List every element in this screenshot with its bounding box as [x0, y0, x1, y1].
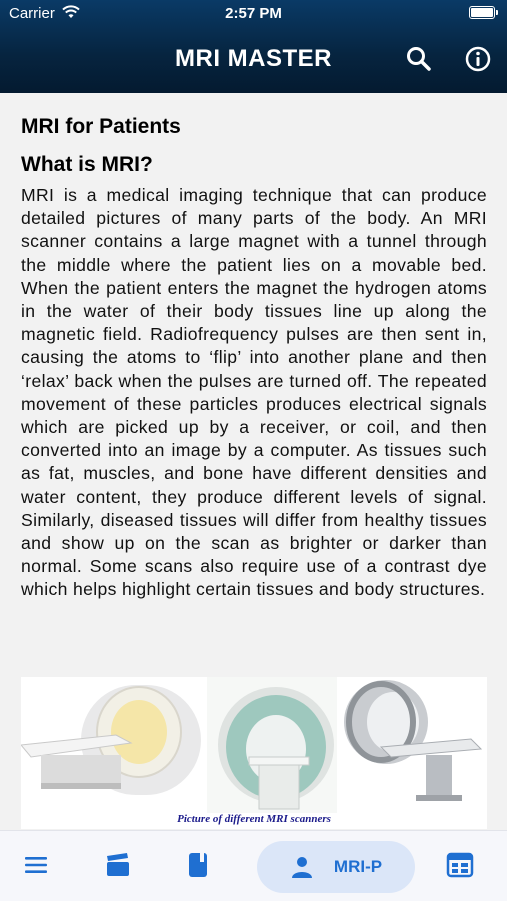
- status-bar: [0, 0, 507, 28]
- tab-book[interactable]: [178, 843, 218, 887]
- clock: 2:57 PM: [225, 5, 282, 22]
- tab-menu[interactable]: [16, 843, 56, 887]
- clapperboard-icon: [104, 852, 132, 878]
- app-title: MRI MASTER: [175, 45, 332, 72]
- tab-videos[interactable]: [98, 843, 138, 887]
- carrier-label: Carrier: [9, 5, 55, 22]
- mri-description: MRI is a medical imaging technique that can produce detailed pictures of many parts of the body. An MRI scanner contains a large magnet with a tunnel through the middle where the patient lies on a movable bed. When the patient enters the magnet the hydrogen atoms in the water of their body tissues line up along the magnetic field. Radiofrequency pulses are then sent in, causing the atoms to ‘flip’ into another plane and then ‘relax’ back when the pulses are turned off. The repeated movement of these particles produces electrical signals which are picked up by a receiver, or coil, and then converted into an image by a computer. As tissues such as fat, muscles, and bone have different densities and water content, they produce different levels of signal. Similarly, diseased tissues will differ from healthy tissues and show up on the scan as brighter or darker than normal. Some scans also require use of a contrast dye which helps highlight certain tissues and body structures.: [21, 185, 487, 600]
- app-header: [0, 0, 507, 93]
- tab-bar: [0, 830, 507, 901]
- info-icon[interactable]: [463, 44, 493, 74]
- tab-mri-p[interactable]: [257, 841, 415, 893]
- calendar-icon: [446, 852, 474, 878]
- menu-icon: [23, 854, 49, 876]
- tab-mri-p-label: MRI-P: [333, 857, 383, 876]
- battery-icon: [469, 6, 495, 19]
- image-caption: Picture of different MRI scanners: [177, 813, 331, 825]
- mri-scanners-illustration: [21, 677, 487, 813]
- tab-calendar[interactable]: [440, 843, 480, 887]
- search-icon[interactable]: [404, 44, 434, 74]
- page-heading: MRI for Patients: [21, 115, 181, 138]
- section-heading: What is MRI?: [21, 153, 153, 176]
- content-area[interactable]: [0, 93, 507, 830]
- mri-scanners-image: [21, 677, 487, 829]
- book-icon: [186, 851, 210, 879]
- person-icon: [290, 855, 314, 879]
